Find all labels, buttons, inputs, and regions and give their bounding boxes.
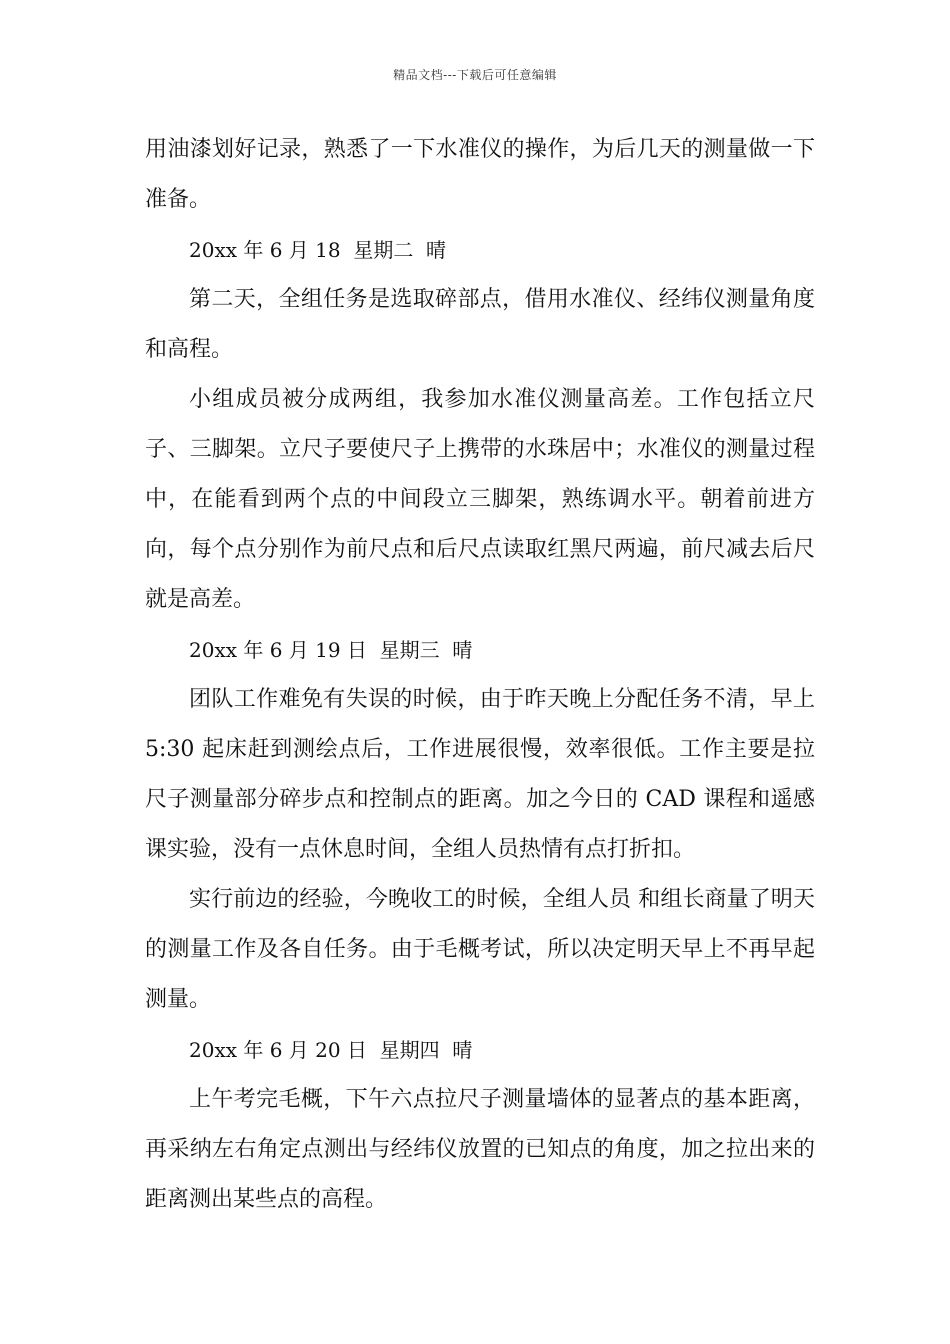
diary-date-line: 20xx 年 6 月 19 日 星期三 晴 (189, 638, 473, 662)
paragraph: 用油漆划好记录，熟悉了一下水准仪的操作，为后几天的测量做一下准备。 (145, 137, 815, 212)
paragraph: 小组成员被分成两组，我参加水准仪测量高差。工作包括立尺子、三脚架。立尺子要使尺子上携带的水珠居中；水准仪的测量过程中，在能看到两个点的中间段立三脚架，熟练调水平。朝着前进方向，每个点分别作为前尺点和后尺点读取红黑尺两遍，前尺减去后尺就是高差。 (145, 387, 815, 612)
diary-date-line: 20xx 年 6 月 20 日 星期四 晴 (189, 1038, 473, 1062)
paragraph: 团队工作难免有失误的时候，由于昨天晚上分配任务不清，早上 5:30 起床赶到测绘点后，工作进展很慢，效率很低。工作主要是拉尺子测量部分碎步点和控制点的距离。加之今日的 CAD 课程和遥感课实验，没有一点休息时间，全组人员热情有点打折扣。 (145, 687, 815, 862)
paragraph: 第二天，全组任务是选取碎部点，借用水准仪、经纬仪测量角度和高程。 (145, 287, 815, 362)
page-header: 精品文档---下载后可任意编辑 (393, 68, 557, 82)
diary-date-line: 20xx 年 6 月 18 星期二 晴 (189, 238, 447, 262)
document-body (145, 125, 815, 1225)
paragraph: 实行前边的经验，今晚收工的时候，全组人员 和组长商量了明天的测量工作及各自任务。由于毛概考试，所以决定明天早上不再早起测量。 (145, 887, 815, 1012)
paragraph: 上午考完毛概，下午六点拉尺子测量墙体的显著点的基本距离，再采纳左右角定点测出与经纬仪放置的已知点的角度，加之拉出来的距离测出某些点的高程。 (145, 1087, 815, 1212)
